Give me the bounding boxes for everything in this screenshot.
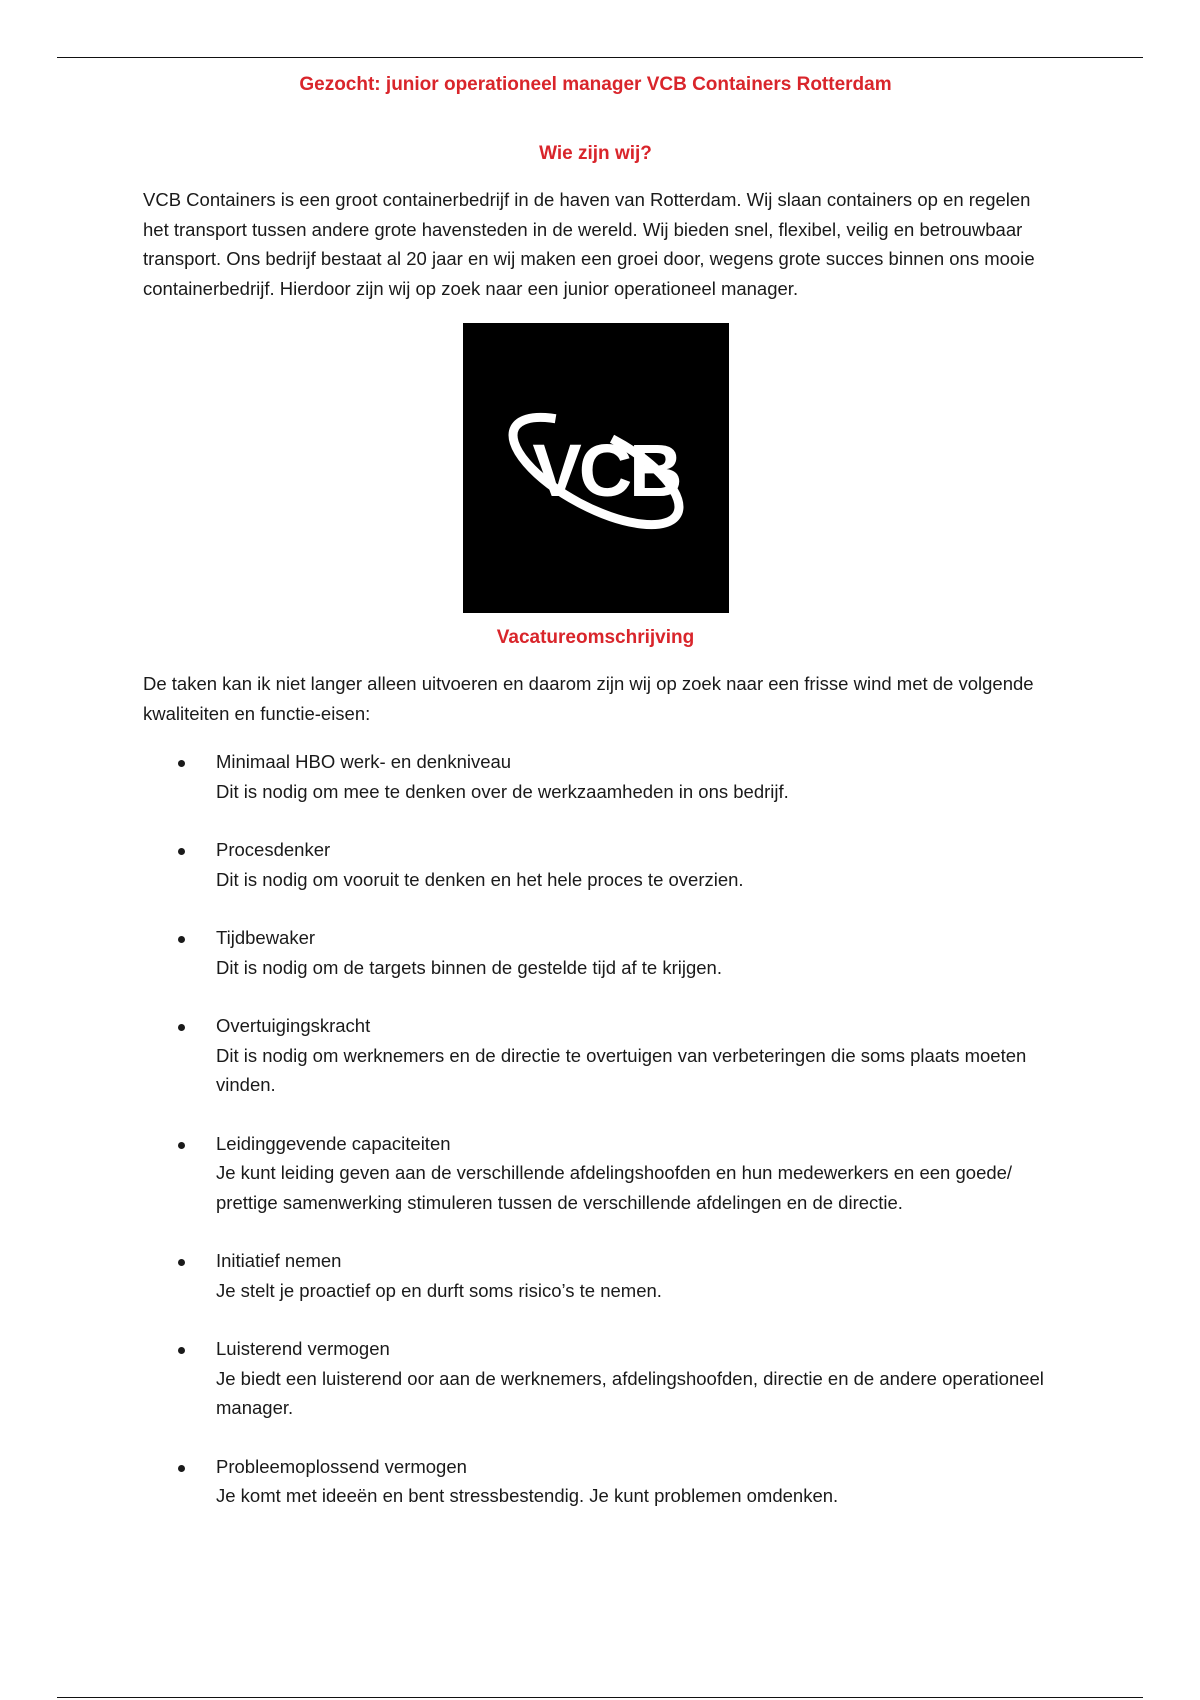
list-item xyxy=(143,1011,1048,1100)
list-item xyxy=(143,1129,1048,1218)
requirement-description: Dit is nodig om mee te denken over de werkzaamheden in ons bedrijf. xyxy=(216,780,789,802)
section-heading-vacatureomschrijving: Vacatureomschrijving xyxy=(496,627,695,648)
requirement-title: Overtuigingskracht xyxy=(216,1015,371,1036)
bullet-icon xyxy=(178,1347,185,1354)
document-page xyxy=(143,70,1048,1540)
requirement-title: Leidinggevende capaciteiten xyxy=(216,1132,451,1154)
requirement-title: Initiatief nemen xyxy=(216,1250,342,1271)
bullet-icon xyxy=(178,760,185,767)
bullet-icon xyxy=(178,936,185,943)
requirements-list xyxy=(143,747,1048,1511)
section-heading-wie-zijn-wij: Wie zijn wij? xyxy=(539,143,652,164)
requirement-title: Procesdenker xyxy=(216,839,331,860)
header-rule xyxy=(57,57,1143,58)
footer-rule xyxy=(57,1697,1143,1698)
vacancy-intro-paragraph: De taken kan ik niet langer alleen uitvoeren en daarom zijn wij op zoek naar een frisse wind met de volgende kwaliteiten en functie-eisen: xyxy=(143,673,1034,724)
list-item xyxy=(143,1246,1048,1305)
vcb-logo xyxy=(463,323,729,613)
bullet-icon xyxy=(178,848,185,855)
bullet-icon xyxy=(178,1465,185,1472)
requirement-title: Minimaal HBO werk- en denkniveau xyxy=(216,751,512,772)
list-item xyxy=(143,747,1048,806)
requirement-description: Je kunt leiding geven aan de verschillende afdelingshoofden en hun medewerkers en een goede/ prettige samenwerking stimuleren tussen de verschillende afdelingen en de directie. xyxy=(216,1162,1013,1213)
requirement-description: Dit is nodig om vooruit te denken en het hele proces te overzien. xyxy=(216,868,744,890)
requirement-description: Je komt met ideeën en bent stressbestendig. Je kunt problemen omdenken. xyxy=(216,1485,839,1506)
intro-paragraph: VCB Containers is een groot containerbedrijf in de haven van Rotterdam. Wij slaan containers op en regelen het transport tussen andere grote havensteden in de wereld. Wij bieden snel, flexibel, veilig en betrouwbaar transport. Ons bedrijf bestaat al 20 jaar en wij maken een groei door, wegens grote succes binnen ons mooie containerbedrijf. Hierdoor zijn wij op zoek naar een junior operationeel manager. xyxy=(143,189,1035,299)
vcb-logo-icon xyxy=(496,393,696,543)
requirement-title: Tijdbewaker xyxy=(216,927,316,948)
bullet-icon xyxy=(178,1142,185,1149)
list-item xyxy=(143,835,1048,894)
logo-text: VCB xyxy=(531,429,680,512)
bullet-icon xyxy=(178,1259,185,1266)
requirement-description: Dit is nodig om de targets binnen de gestelde tijd af te krijgen. xyxy=(216,956,722,978)
requirement-description: Je stelt je proactief op en durft soms risico’s te nemen. xyxy=(216,1279,662,1301)
requirement-description: Je biedt een luisterend oor aan de werknemers, afdelingshoofden, directie en de andere operationeel manager. xyxy=(216,1367,1044,1418)
list-item xyxy=(143,923,1048,982)
bullet-icon xyxy=(178,1024,185,1031)
list-item xyxy=(143,1334,1048,1423)
list-item xyxy=(143,1452,1048,1511)
requirement-title: Luisterend vermogen xyxy=(216,1338,390,1359)
document-title: Gezocht: junior operationeel manager VCB Containers Rotterdam xyxy=(299,74,892,95)
requirement-title: Probleemoplossend vermogen xyxy=(216,1455,467,1477)
requirement-description: Dit is nodig om werknemers en de directie te overtuigen van verbeteringen die soms plaats moeten vinden. xyxy=(216,1044,1027,1095)
